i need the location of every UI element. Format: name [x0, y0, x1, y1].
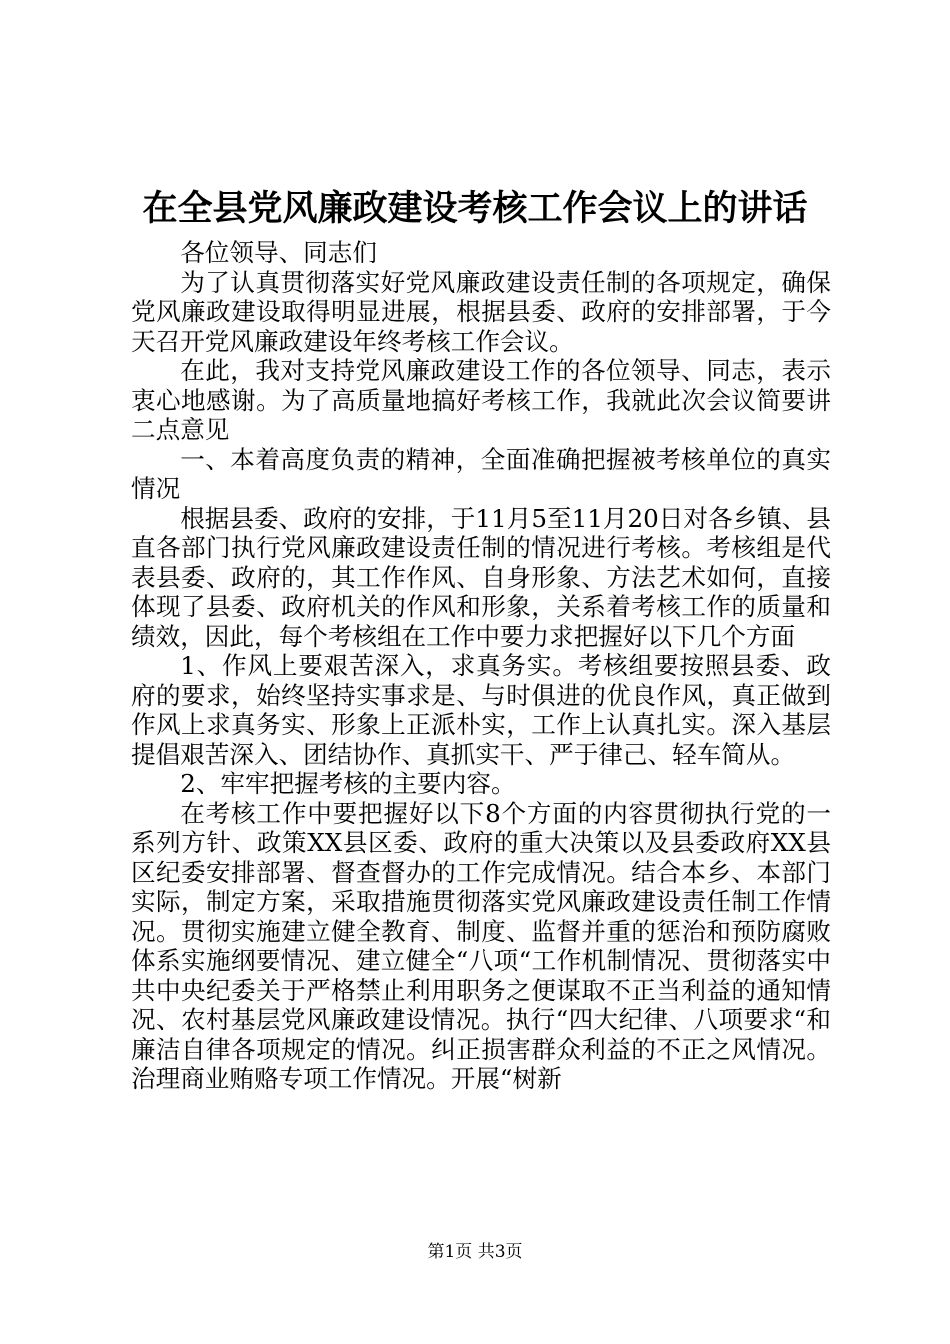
- paragraph-salutation: 各位领导、同志们: [180, 238, 377, 267]
- document-title: 在全县党风廉政建设考核工作会议上的讲话: [142, 188, 808, 229]
- paragraph: 2、牢牢把握考核的主要内容。: [180, 769, 516, 798]
- paragraph: 为了认真贯彻落实好党风廉政建设责任制的各项规定，确保党风廉政建设取得明显进展，根据县委、政府的安排部署，于今天召开党风廉政建设年终考核工作会议。: [131, 267, 831, 356]
- paragraph: 根据县委、政府的安排，于11月5至11月20日对各乡镇、县直各部门执行党风廉政建设责任制的情况进行考核。考核组是代表县委、政府的，其工作作风、自身形象、方法艺术如何，直接体现了县委、政府机关的作风和形象，关系着考核工作的质量和绩效，因此，每个考核组在工作中要力求把握好以下几个方面: [131, 503, 831, 651]
- paragraph: 1、作风上要艰苦深入，求真务实。考核组要按照县委、政府的要求，始终坚持实事求是、与时俱进的优良作风，真正做到作风上求真务实、形象上正派朴实，工作上认真扎实。深入基层提倡艰苦深入、团结协作、真抓实干、严于律己、轻车简从。: [131, 651, 831, 769]
- page-footer: 第1页 共3页: [427, 1242, 523, 1262]
- paragraph: 在此，我对支持党风廉政建设工作的各位领导、同志，表示衷心地感谢。为了高质量地搞好考核工作，我就此次会议简要讲二点意见: [131, 356, 831, 444]
- section-heading: 一、本着高度负责的精神，全面准确把握被考核单位的真实情况: [131, 444, 831, 503]
- paragraph: 在考核工作中要把握好以下8个方面的内容贯彻执行党的一系列方针、政策XX县区委、政府的重大决策以及县委政府XX县区纪委安排部署、督查督办的工作完成情况。结合本乡、本部门实际，制定方案，采取措施贯彻落实党风廉政建设责任制工作情况。贯彻实施建立健全教育、制度、监督并重的惩治和预防腐败体系实施纲要情况、建立健全“八项“工作机制情况、贯彻落实中共中央纪委关于严格禁止利用职务之便谋取不正当利益的通知情况、农村基层党风廉政建设情况。执行“四大纪律、八项要求“和廉洁自律各项规定的情况。纠正损害群众利益的不正之风情况。治理商业贿赂专项工作情况。开展“树新: [131, 798, 831, 1093]
- document-body: [131, 238, 831, 1094]
